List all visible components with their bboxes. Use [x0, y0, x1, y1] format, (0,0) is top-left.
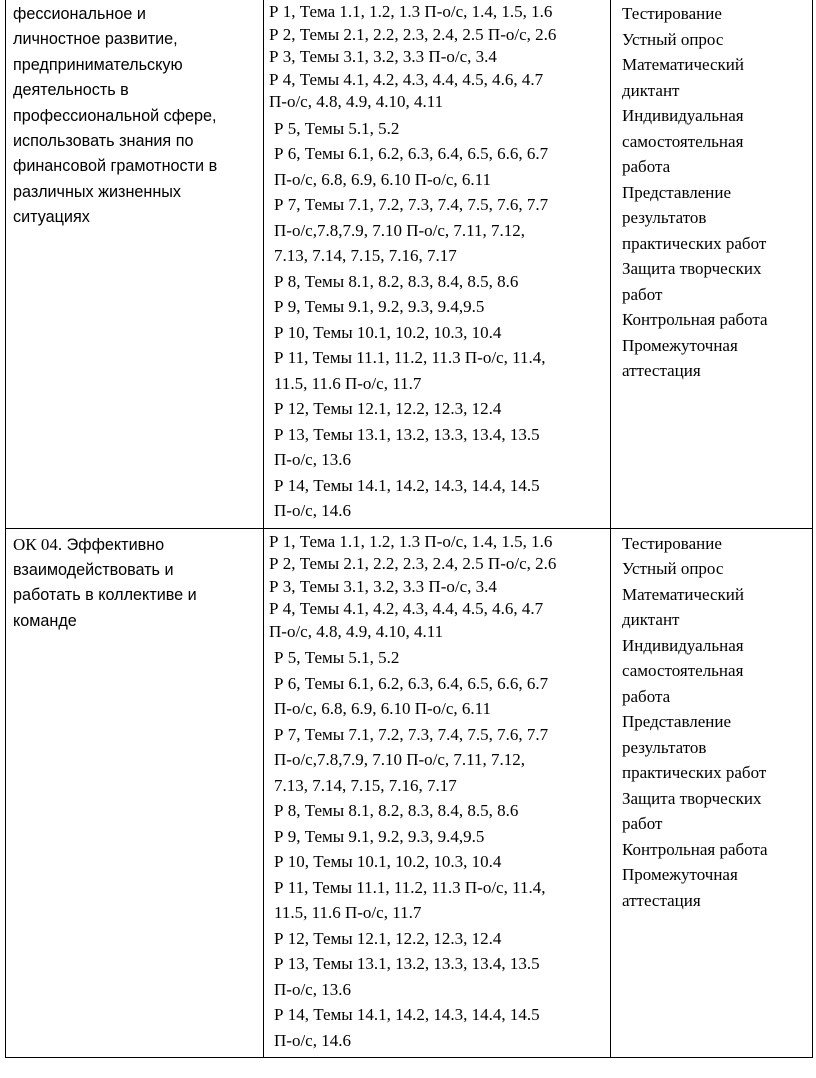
topic-line: Р 13, Темы 13.1, 13.2, 13.3, 13.4, 13.5: [274, 424, 540, 444]
competence-line: профессиональной сфере,: [13, 106, 217, 125]
check-line: работ: [622, 284, 663, 304]
check-line: Устный опрос: [622, 29, 724, 49]
topic-line: Р 2, Темы 2.1, 2.2, 2.3, 2.4, 2.5 П-о/с, 2.6: [269, 554, 557, 573]
check-line: Индивидуальная: [622, 635, 744, 655]
topic-line: Р 12, Темы 12.1, 12.2, 12.3, 12.4: [274, 399, 502, 418]
competence-code: ОК 04.: [13, 534, 63, 554]
competence-line: финансовой грамотности в: [13, 157, 218, 176]
competence-cell: [6, 528, 264, 1058]
topic-line: П-о/с,7.8,7.9, 7.10 П-о/с, 7.11, 7.12,: [274, 220, 526, 240]
check-line: работ: [622, 814, 663, 833]
topic-line: Р 1, Тема 1.1, 1.2, 1.3 П-о/с, 1.4, 1.5, 1.6: [269, 2, 553, 21]
competence-line: различных жизненных: [13, 182, 181, 201]
topic-line: Р 7, Темы 7.1, 7.2, 7.3, 7.4, 7.5, 7.6, 7.7: [274, 195, 549, 214]
check-line: Защита творческих: [622, 259, 762, 278]
topic-line: Р 8, Темы 8.1, 8.2, 8.3, 8.4, 8.5, 8.6: [274, 271, 519, 291]
topic-line: Р 14, Темы 14.1, 14.2, 14.3, 14.4, 14.5: [274, 1005, 540, 1024]
topic-line: Р 14, Темы 14.1, 14.2, 14.3, 14.4, 14.5: [274, 475, 540, 495]
topic-line: П-о/с, 4.8, 4.9, 4.10, 4.11: [269, 92, 444, 111]
check-line: Защита творческих: [622, 788, 762, 808]
competence-line: фессиональное и: [13, 5, 146, 23]
topic-line: Р 5, Темы 5.1, 5.2: [274, 648, 400, 667]
check-line: аттестация: [622, 361, 701, 380]
topic-line: Р 9, Темы 9.1, 9.2, 9.3, 9.4,9.5: [274, 826, 485, 846]
check-line: практических работ: [622, 233, 767, 253]
topics-cell: [264, 528, 611, 1058]
topic-line: Р 6, Темы 6.1, 6.2, 6.3, 6.4, 6.5, 6.6, 6.7: [274, 673, 549, 693]
topic-line: Р 9, Темы 9.1, 9.2, 9.3, 9.4,9.5: [274, 297, 485, 316]
topic-line: П-о/с, 13.6: [274, 979, 351, 999]
topics-cell: [264, 0, 611, 528]
competence-line: Эффективно: [62, 535, 165, 554]
competence-line: личностное развитие,: [13, 30, 178, 49]
competence-line: работать в коллективе и: [13, 586, 197, 605]
check-line: результатов: [622, 208, 707, 227]
check-line: Контрольная работа: [622, 839, 768, 859]
check-line: работа: [622, 686, 671, 706]
topic-line: П-о/с, 6.8, 6.9, 6.10 П-о/с, 6.11: [274, 699, 492, 718]
table-row: [6, 528, 813, 1058]
topics-list: [264, 529, 610, 1058]
topic-line: П-о/с, 6.8, 6.9, 6.10 П-о/с, 6.11: [274, 169, 492, 189]
check-line: аттестация: [622, 890, 701, 910]
check-line: Тестирование: [622, 4, 722, 23]
check-line: диктант: [622, 80, 680, 100]
topic-line: Р 12, Темы 12.1, 12.2, 12.3, 12.4: [274, 928, 502, 948]
competence-line: деятельность в: [13, 81, 129, 100]
topic-line: 11.5, 11.6 П-о/с, 11.7: [274, 373, 422, 393]
topic-line: Р 10, Темы 10.1, 10.2, 10.3, 10.4: [274, 852, 502, 871]
competence-line: команде: [13, 611, 77, 630]
checks-cell: [611, 0, 813, 528]
check-line: Устный опрос: [622, 559, 724, 578]
check-line: работа: [622, 157, 671, 176]
topic-line: П-о/с,7.8,7.9, 7.10 П-о/с, 7.11, 7.12,: [274, 750, 526, 769]
competence-text: [6, 0, 263, 231]
topic-line: Р 8, Темы 8.1, 8.2, 8.3, 8.4, 8.5, 8.6: [274, 801, 519, 820]
topic-line: Р 10, Темы 10.1, 10.2, 10.3, 10.4: [274, 322, 502, 342]
competence-cell: [6, 0, 264, 528]
topic-line: Р 3, Темы 3.1, 3.2, 3.3 П-о/с, 3.4: [269, 47, 497, 66]
competence-line: взаимодействовать и: [13, 560, 174, 579]
topics-list: [264, 0, 610, 528]
topic-line: Р 2, Темы 2.1, 2.2, 2.3, 2.4, 2.5 П-о/с, 2.6: [269, 24, 557, 44]
topic-line: П-о/с, 13.6: [274, 450, 351, 469]
check-line: Математический: [622, 55, 744, 74]
competence-line: использовать знания по: [13, 132, 194, 151]
checks-cell: [611, 528, 813, 1058]
topic-line: Р 1, Тема 1.1, 1.2, 1.3 П-о/с, 1.4, 1.5, 1.6: [269, 531, 553, 551]
topic-line: 7.13, 7.14, 7.15, 7.16, 7.17: [274, 246, 457, 265]
topic-line: Р 11, Темы 11.1, 11.2, 11.3 П-о/с, 11.4,: [274, 348, 546, 367]
competence-text: [6, 529, 263, 635]
topic-line: П-о/с, 14.6: [274, 501, 351, 520]
topic-line: 7.13, 7.14, 7.15, 7.16, 7.17: [274, 775, 457, 795]
check-line: Представление: [622, 182, 732, 202]
check-line: самостоятельная: [622, 661, 744, 680]
check-line: Промежуточная: [622, 335, 738, 355]
check-line: Индивидуальная: [622, 106, 744, 125]
topic-line: Р 11, Темы 11.1, 11.2, 11.3 П-о/с, 11.4,: [274, 877, 546, 897]
topic-line: Р 5, Темы 5.1, 5.2: [274, 118, 400, 138]
check-line: Промежуточная: [622, 865, 738, 884]
topic-line: П-о/с, 14.6: [274, 1030, 351, 1050]
competence-table: [5, 0, 813, 1058]
topic-line: Р 6, Темы 6.1, 6.2, 6.3, 6.4, 6.5, 6.6, 6.7: [274, 144, 549, 163]
topic-line: П-о/с, 4.8, 4.9, 4.10, 4.11: [269, 621, 444, 641]
table-row: [6, 0, 813, 528]
topic-line: Р 4, Темы 4.1, 4.2, 4.3, 4.4, 4.5, 4.6, 4.7: [269, 69, 544, 89]
checks-list: [611, 529, 812, 914]
check-line: практических работ: [622, 763, 767, 782]
checks-list: [611, 0, 812, 384]
check-line: Математический: [622, 584, 744, 604]
check-line: самостоятельная: [622, 131, 744, 151]
topic-line: Р 13, Темы 13.1, 13.2, 13.3, 13.4, 13.5: [274, 954, 540, 973]
topic-line: 11.5, 11.6 П-о/с, 11.7: [274, 903, 422, 922]
topic-line: Р 3, Темы 3.1, 3.2, 3.3 П-о/с, 3.4: [269, 576, 497, 596]
competence-line: ситуациях: [13, 208, 90, 227]
competence-line: предпринимательскую: [13, 55, 183, 74]
check-line: Тестирование: [622, 533, 722, 553]
check-line: результатов: [622, 737, 707, 757]
topic-line: Р 4, Темы 4.1, 4.2, 4.3, 4.4, 4.5, 4.6, 4.7: [269, 599, 544, 618]
topic-line: Р 7, Темы 7.1, 7.2, 7.3, 7.4, 7.5, 7.6, 7.7: [274, 724, 549, 744]
check-line: диктант: [622, 610, 680, 629]
check-line: Представление: [622, 712, 732, 731]
check-line: Контрольная работа: [622, 310, 768, 329]
